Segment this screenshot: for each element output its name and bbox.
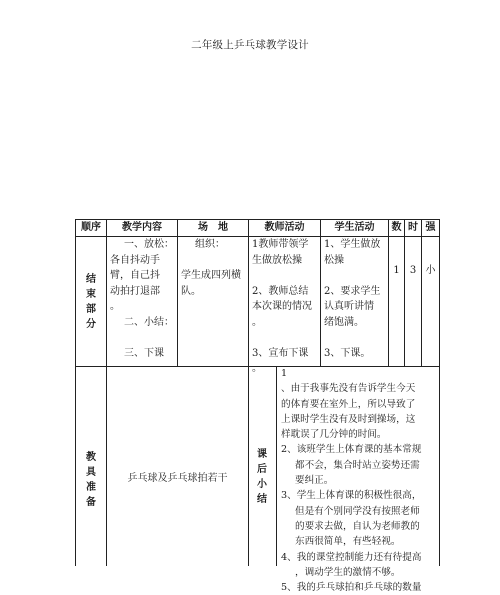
col-divider: [177, 219, 178, 367]
row1-time: 3: [409, 265, 417, 276]
header-intensity: 强: [425, 222, 436, 233]
section-label-equipment: 教 具 准 备: [86, 452, 96, 508]
header-time: 时: [408, 222, 418, 233]
summary-text: 1 、由于我事先没有告诉学生今天 的体育要在室外上，所以导致了 上课时学生没有及时到操场，这 样耽误了几分钟的时间。 2、该班学生上体育课的基本常规 都不会，集合时站立姿势还需 要纠正。 3、学生上体育课的积极性很高， 但是有个别同学没有按照老师 的要求去做，自认为老师教的 东西很简单，有些轻视。 4、我的课堂控制能力还有待提高 ，调动学生的激情不够。 5、我的乒乓球拍和乒乓球的数量: [281, 368, 422, 594]
col-divider: [106, 219, 107, 566]
col-divider: [404, 219, 405, 367]
header-order: 顺序: [81, 222, 101, 233]
header-student-activity: 学生活动: [334, 222, 375, 233]
document-title: 二年级上乒乓球教学设计: [191, 39, 309, 51]
row1-intensity: 小: [425, 265, 436, 276]
row1-content: 一、放松： 各自抖动手 臂，自己抖 动拍打退部 。 二、小结： 三、下课: [110, 239, 174, 359]
equipment-text: 乒乓球及乒乓球拍若干: [127, 473, 228, 484]
section-label-summary: 课 后 小 结: [257, 449, 267, 505]
table-border-top: [75, 219, 440, 220]
col-divider: [276, 366, 277, 566]
col-divider: [388, 219, 389, 367]
row1-student-activity: 1、学生做放 松操 2、要求学生 认真听讲情 绪饱满。 3、下课。: [324, 239, 381, 359]
col-divider: [421, 219, 422, 367]
header-venue: 场 地: [198, 222, 228, 233]
col-divider: [248, 219, 249, 566]
col-divider: [320, 219, 321, 367]
row1-venue: 组织： 学生成四列横 队。: [181, 239, 241, 297]
header-content: 教学内容: [122, 222, 162, 233]
table-border-right: [439, 219, 440, 566]
table-border-left: [75, 219, 76, 566]
row1-teacher-activity: 1教师带领学 生做放松操 2、教师总结 本次课的情况 。 3、宣布下课 。: [252, 239, 312, 374]
header-teacher-activity: 教师活动: [264, 222, 305, 233]
header-count: 数: [391, 222, 402, 233]
row1-count: 1: [393, 265, 400, 276]
section-label-ending: 结 束 部 分: [86, 274, 96, 330]
